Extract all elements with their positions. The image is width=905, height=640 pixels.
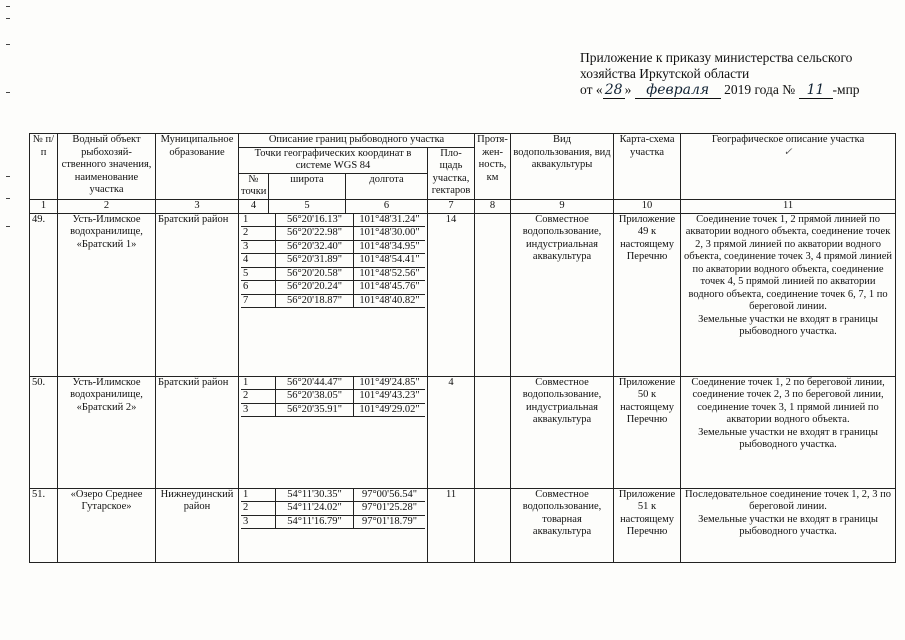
document-header xyxy=(580,50,880,99)
row-length xyxy=(475,376,511,488)
coordinate-cell: 56°20'18.87" xyxy=(276,294,354,308)
coordinate-cell: 101°48'31.24" xyxy=(354,214,426,227)
coordinates-table xyxy=(241,214,425,309)
coordinate-cell: 101°48'34.95" xyxy=(354,240,426,254)
row-map: Приложение 50 к настоящему Перечню xyxy=(614,376,681,488)
header-line-1: Приложение к приказу министерства сельского xyxy=(580,50,853,65)
scan-margin-marks xyxy=(6,0,22,640)
coordinate-point-row xyxy=(241,214,425,227)
coordinate-cell: 56°20'44.47" xyxy=(276,377,354,390)
coordinate-cell: 54°11'24.02" xyxy=(276,502,354,516)
row-geo-desc: Последовательное соединение точек 1, 2, 3 по береговой линии. Земельные участки не входят в границы рыбоводного участка. xyxy=(681,488,896,562)
coordinate-cell: 101°48'52.56" xyxy=(354,267,426,281)
table-row xyxy=(30,376,896,488)
coordinate-cell: 101°48'45.76" xyxy=(354,281,426,295)
coordinate-cell: 101°48'54.41" xyxy=(354,254,426,268)
col-header-water-object: Водный объект рыбохозяй-ственного значения, наименование участка xyxy=(58,134,156,200)
coordinate-cell: 2 xyxy=(241,390,276,404)
coordinate-cell: 3 xyxy=(241,403,276,417)
col-header-length: Протя-жен-ность, км xyxy=(475,134,511,200)
coordinate-cell: 6 xyxy=(241,281,276,295)
row-usage: Совместное водопользование, индустриальная аквакультура xyxy=(511,213,614,376)
coordinate-cell: 56°20'20.24" xyxy=(276,281,354,295)
row-water-object: Усть-Илимское водохранилище, «Братский 2» xyxy=(58,376,156,488)
row-area: 14 xyxy=(428,213,475,376)
row-num: 51. xyxy=(30,488,58,562)
handwritten-order-number: 11 xyxy=(799,82,833,99)
coordinate-cell: 3 xyxy=(241,240,276,254)
coordinate-cell: 2 xyxy=(241,227,276,241)
coordinate-cell: 56°20'16.13" xyxy=(276,214,354,227)
coordinate-cell: 97°01'18.79" xyxy=(354,515,426,529)
coordinate-cell: 1 xyxy=(241,377,276,390)
coordinate-cell: 54°11'16.79" xyxy=(276,515,354,529)
coordinate-point-row xyxy=(241,390,425,404)
coordinate-point-row xyxy=(241,377,425,390)
coordinate-point-row xyxy=(241,240,425,254)
row-geo-desc: Соединение точек 1, 2 прямой линией по акватории водного объекта, соединение точек 2, 3 прямой линией по акватории водного объекта, соединение точек 3, 4 прямой линией по акватории водного объекта, соединение точек 4, 5 прямой линией по акватории водного объекта, соединение точек 6, 7, 1 по береговой линии. Земельные участки не входят в границы рыбоводного участка. xyxy=(681,213,896,376)
coordinate-cell: 56°20'35.91" xyxy=(276,403,354,417)
coordinate-cell: 7 xyxy=(241,294,276,308)
coordinate-point-row xyxy=(241,515,425,529)
coordinate-cell: 101°49'43.23" xyxy=(354,390,426,404)
coordinate-cell: 56°20'22.98" xyxy=(276,227,354,241)
header-line-2: хозяйства Иркутской области xyxy=(580,66,750,81)
handwritten-month: февраля xyxy=(635,82,721,99)
col-header-municipality: Муниципальное образование xyxy=(156,134,239,200)
row-area: 11 xyxy=(428,488,475,562)
coordinate-cell: 56°20'20.58" xyxy=(276,267,354,281)
row-usage: Совместное водопользование, товарная аквакультура xyxy=(511,488,614,562)
coordinate-cell: 56°20'32.40" xyxy=(276,240,354,254)
coordinate-cell: 97°01'25.28" xyxy=(354,502,426,516)
table-row xyxy=(30,213,896,376)
coordinate-point-row xyxy=(241,254,425,268)
col-header-geo-desc: Географическое описание участка ✓ xyxy=(681,134,896,200)
col-header-boundaries: Описание границ рыбоводного участка xyxy=(239,134,475,148)
row-water-object: Усть-Илимское водохранилище, «Братский 1» xyxy=(58,213,156,376)
coordinate-cell: 2 xyxy=(241,502,276,516)
row-area: 4 xyxy=(428,376,475,488)
coordinate-cell: 101°48'30.00" xyxy=(354,227,426,241)
row-municipality: Нижнеудинский район xyxy=(156,488,239,562)
coordinate-point-row xyxy=(241,227,425,241)
handwritten-day: 28 xyxy=(603,82,625,99)
coordinate-point-row xyxy=(241,489,425,502)
column-numbers-row: 1 2 3 4 5 6 7 8 9 10 11 xyxy=(30,199,896,213)
row-length xyxy=(475,213,511,376)
col-header-latitude: широта xyxy=(269,173,346,199)
row-num: 50. xyxy=(30,376,58,488)
coordinate-cell: 1 xyxy=(241,489,276,502)
row-municipality: Братский район xyxy=(156,376,239,488)
coordinate-cell: 97°00'56.54" xyxy=(354,489,426,502)
coordinate-cell: 101°49'24.85" xyxy=(354,377,426,390)
row-usage: Совместное водопользование, индустриальная аквакультура xyxy=(511,376,614,488)
col-header-points: Точки географических координат в системе WGS 84 xyxy=(239,147,428,173)
coordinate-cell: 56°20'31.89" xyxy=(276,254,354,268)
col-header-map: Карта-схема участка xyxy=(614,134,681,200)
col-header-area: Пло-щадь участка, гектаров xyxy=(428,147,475,199)
row-coordinates xyxy=(239,213,428,376)
row-municipality: Братский район xyxy=(156,213,239,376)
header-date-line: от « 28 » февраля 2019 года № 11 -мпр xyxy=(580,82,860,98)
fishery-areas-table xyxy=(29,133,896,563)
coordinate-point-row xyxy=(241,281,425,295)
row-coordinates xyxy=(239,376,428,488)
col-header-num: № п/п xyxy=(30,134,58,200)
coordinate-cell: 56°20'38.05" xyxy=(276,390,354,404)
row-map: Приложение 51 к настоящему Перечню xyxy=(614,488,681,562)
coordinate-point-row xyxy=(241,502,425,516)
coordinate-cell: 1 xyxy=(241,214,276,227)
col-header-longitude: долгота xyxy=(346,173,428,199)
coordinate-cell: 101°49'29.02" xyxy=(354,403,426,417)
row-water-object: «Озеро Среднее Гутарское» xyxy=(58,488,156,562)
row-coordinates xyxy=(239,488,428,562)
row-length xyxy=(475,488,511,562)
coordinate-point-row xyxy=(241,267,425,281)
coordinates-table xyxy=(241,489,425,530)
table-row xyxy=(30,488,896,562)
row-map: Приложение 49 к настоящему Перечню xyxy=(614,213,681,376)
coordinates-table xyxy=(241,377,425,418)
coordinate-cell: 3 xyxy=(241,515,276,529)
row-geo-desc: Соединение точек 1, 2 по береговой линии, соединение точек 2, 3 по береговой линии, соединение точек 3, 1 прямой линией по акватории водного объекта. Земельные участки не входят в границы рыбоводного участка. xyxy=(681,376,896,488)
pen-mark: ✓ xyxy=(783,146,793,158)
coordinate-point-row xyxy=(241,294,425,308)
coordinate-cell: 54°11'30.35" xyxy=(276,489,354,502)
coordinate-point-row xyxy=(241,403,425,417)
col-header-point-no: № точки xyxy=(239,173,269,199)
coordinate-cell: 4 xyxy=(241,254,276,268)
row-num: 49. xyxy=(30,213,58,376)
coordinate-cell: 5 xyxy=(241,267,276,281)
coordinate-cell: 101°48'40.82" xyxy=(354,294,426,308)
col-header-usage: Вид водопользования, вид аквакультуры xyxy=(511,134,614,200)
